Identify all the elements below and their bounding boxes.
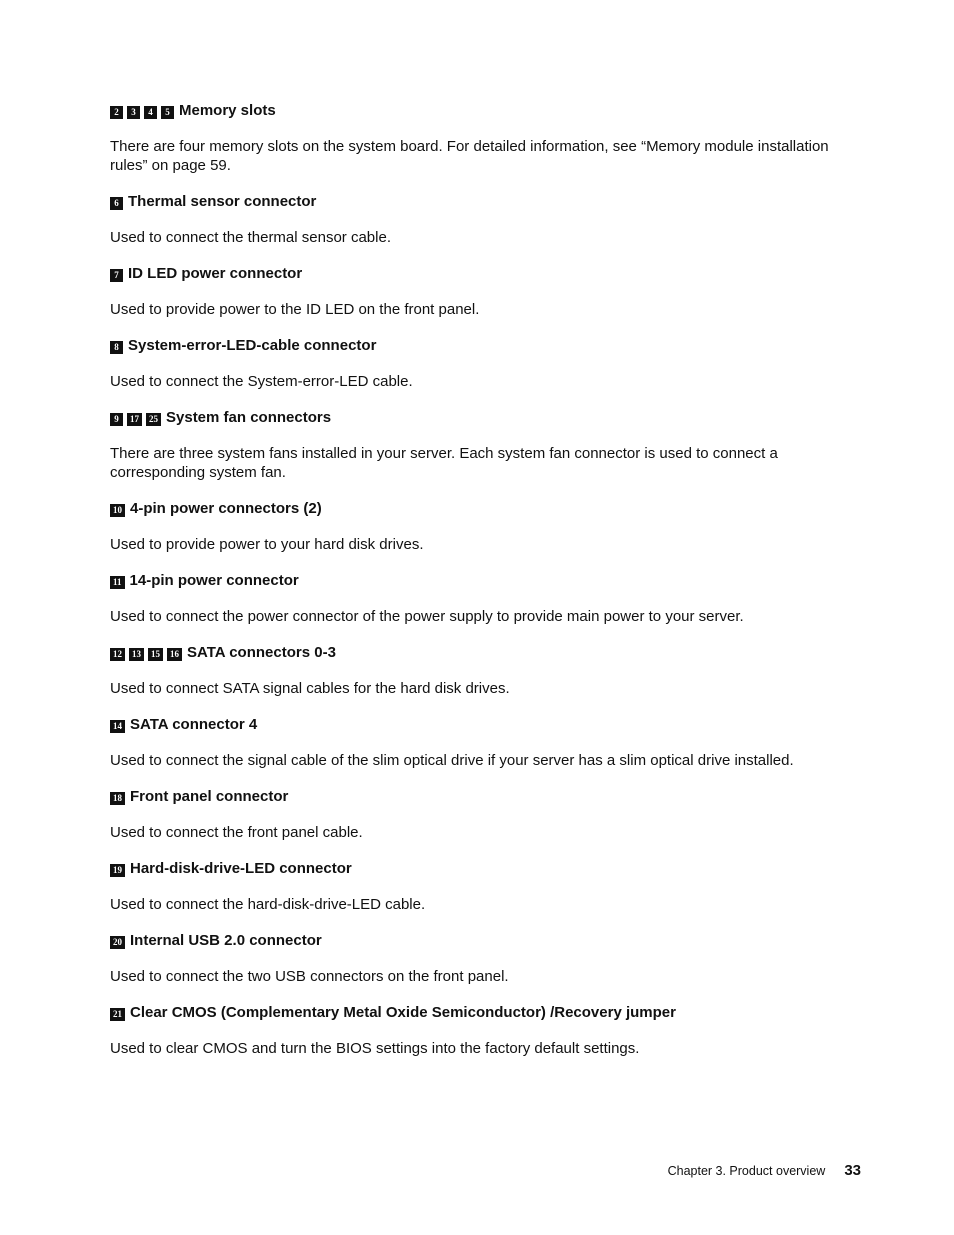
callout-number-badge: 15 (148, 648, 163, 661)
section-heading (110, 264, 866, 284)
section-heading (110, 101, 866, 121)
callout-badges (110, 267, 127, 282)
callout-number-badge: 13 (129, 648, 144, 661)
callout-number-badge: 14 (110, 720, 125, 733)
section-description: Used to provide power to the ID LED on the front panel. (110, 301, 480, 318)
callout-badges (110, 195, 127, 210)
callout-badges (110, 718, 129, 733)
connector-section (110, 715, 866, 770)
callout-number-badge: 7 (110, 269, 123, 282)
callout-number-badge: 21 (110, 1008, 125, 1021)
section-heading (110, 336, 866, 356)
callout-number-badge: 20 (110, 936, 125, 949)
callout-number-badge: 8 (110, 341, 123, 354)
connector-section (110, 1003, 866, 1058)
section-heading (110, 408, 866, 428)
connector-section (110, 336, 866, 391)
callout-number-badge: 9 (110, 413, 123, 426)
section-heading-text: Hard-disk-drive-LED connector (130, 860, 352, 877)
callout-number-badge: 19 (110, 864, 125, 877)
section-heading-text: System fan connectors (166, 409, 332, 426)
connector-section (110, 264, 866, 319)
section-heading (110, 859, 866, 879)
section-description: Used to connect SATA signal cables for the hard disk drives. (110, 680, 510, 697)
section-heading (110, 643, 866, 663)
section-description: Used to clear CMOS and turn the BIOS settings into the factory default settings. (110, 1040, 640, 1057)
connector-section (110, 192, 866, 247)
document-body (110, 101, 866, 1058)
callout-number-badge: 3 (127, 106, 140, 119)
section-heading (110, 1003, 866, 1023)
connector-section (110, 931, 866, 986)
section-heading-text: Memory slots (179, 102, 276, 119)
callout-badges (110, 646, 186, 661)
connector-section (110, 787, 866, 842)
section-description: Used to connect the signal cable of the slim optical drive if your server has a slim optical drive installed. (110, 752, 794, 769)
section-heading (110, 931, 866, 951)
section-heading (110, 192, 866, 212)
section-heading-text: Front panel connector (130, 788, 289, 805)
callout-badges (110, 339, 127, 354)
callout-number-badge: 25 (146, 413, 161, 426)
section-heading-text: Thermal sensor connector (128, 193, 317, 210)
connector-section (110, 101, 866, 175)
callout-badges (110, 411, 165, 426)
section-heading (110, 571, 866, 591)
callout-number-badge: 12 (110, 648, 125, 661)
section-heading-text: System-error-LED-cable connector (128, 337, 377, 354)
connector-section (110, 643, 866, 698)
connector-section (110, 408, 866, 482)
section-heading-text: SATA connector 4 (130, 716, 258, 733)
connector-section (110, 499, 866, 554)
callout-badges (110, 574, 129, 589)
section-heading-text: SATA connectors 0-3 (187, 644, 336, 661)
connector-section (110, 571, 866, 626)
callout-number-badge: 10 (110, 504, 125, 517)
section-description: Used to connect the front panel cable. (110, 824, 363, 841)
callout-badges (110, 502, 129, 517)
section-description: Used to provide power to your hard disk drives. (110, 536, 424, 553)
page-number: 33 (844, 1162, 861, 1179)
section-description: Used to connect the System-error-LED cable. (110, 373, 413, 390)
section-heading (110, 715, 866, 735)
callout-badges (110, 862, 129, 877)
callout-number-badge: 16 (167, 648, 182, 661)
section-heading-text: Internal USB 2.0 connector (130, 932, 322, 949)
section-heading-text: Clear CMOS (Complementary Metal Oxide Semiconductor) /Recovery jumper (130, 1004, 676, 1021)
callout-number-badge: 6 (110, 197, 123, 210)
callout-badges (110, 1006, 129, 1021)
section-description: There are four memory slots on the system board. For detailed information, see “Memory module installation rules” on page 59. (110, 138, 829, 174)
section-description: Used to connect the hard-disk-drive-LED cable. (110, 896, 426, 913)
footer-chapter: Chapter 3. Product overview (667, 1164, 826, 1178)
callout-number-badge: 18 (110, 792, 125, 805)
section-description: Used to connect the power connector of the power supply to provide main power to your server. (110, 608, 744, 625)
callout-badges (110, 790, 129, 805)
connector-section (110, 859, 866, 914)
section-heading (110, 787, 866, 807)
callout-number-badge: 11 (110, 576, 125, 589)
section-description: Used to connect the thermal sensor cable. (110, 229, 391, 246)
section-heading-text: 4-pin power connectors (2) (130, 500, 322, 517)
callout-badges (110, 104, 178, 119)
callout-number-badge: 17 (127, 413, 142, 426)
section-heading-text: ID LED power connector (128, 265, 303, 282)
section-heading-text: 14-pin power connector (129, 572, 299, 589)
callout-number-badge: 2 (110, 106, 123, 119)
section-heading (110, 499, 866, 519)
callout-badges (110, 934, 129, 949)
section-description: Used to connect the two USB connectors on the front panel. (110, 968, 509, 985)
page-footer (668, 1162, 861, 1179)
callout-number-badge: 4 (144, 106, 157, 119)
callout-number-badge: 5 (161, 106, 174, 119)
section-description: There are three system fans installed in your server. Each system fan connector is used to connect a corresponding system fan. (110, 445, 778, 481)
